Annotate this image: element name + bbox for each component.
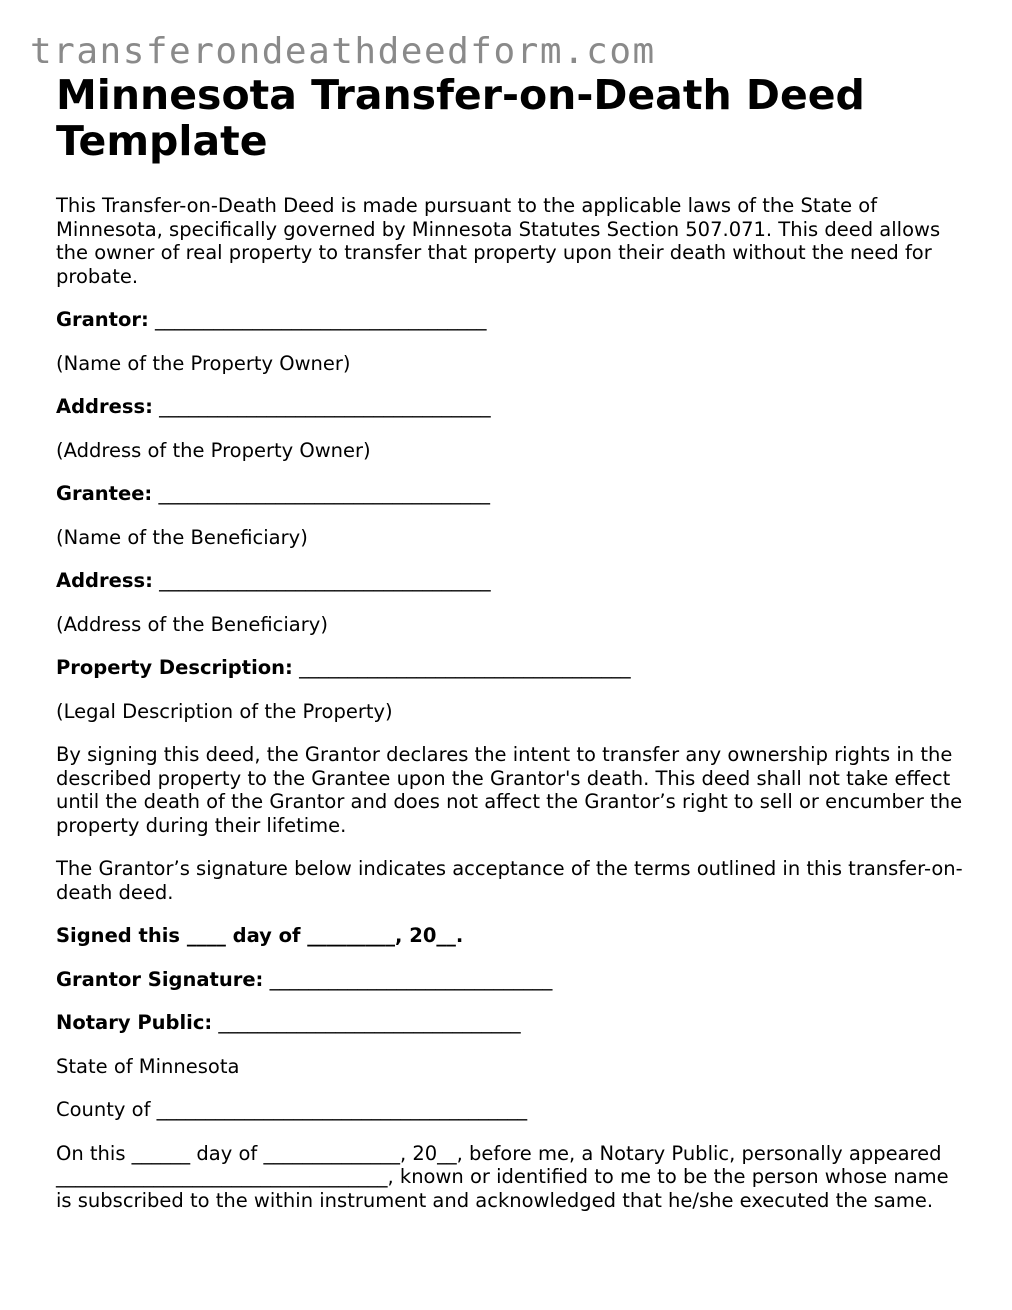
page-title: Minnesota Transfer-on-Death Deed Template <box>56 71 865 165</box>
grantor-note: (Name of the Property Owner) <box>56 351 351 375</box>
property-description-field <box>56 656 966 680</box>
grantee-label: Grantee: <box>56 482 153 505</box>
grantor-address-label: Address: <box>56 395 153 418</box>
grantee-blank: __________________________________ <box>158 482 490 505</box>
signed-date-text: Signed this ____ day of _________, 20__. <box>56 924 464 947</box>
deed-document <box>56 72 966 1212</box>
grantor-address-field <box>56 395 966 419</box>
property-description-note: (Legal Description of the Property) <box>56 699 393 723</box>
notary-public-field <box>56 1011 966 1035</box>
notary-public-label: Notary Public: <box>56 1011 213 1034</box>
grantor-address-blank: __________________________________ <box>159 395 491 418</box>
notary-public-blank: _______________________________ <box>218 1011 521 1034</box>
property-description-label: Property Description: <box>56 656 293 679</box>
grantee-note: (Name of the Beneficiary) <box>56 525 308 549</box>
grantor-label: Grantor: <box>56 308 149 331</box>
grantee-address-label: Address: <box>56 569 153 592</box>
declaration-paragraph: By signing this deed, the Grantor declares the intent to transfer any ownership rights in the described property to the Grantee upon the Grantor's death. This deed shall not take effect until the death of the Grantor and does not affect the Grantor’s right to sell or encumber the property during their lifetime. <box>56 743 963 837</box>
grantee-address-note: (Address of the Beneficiary) <box>56 612 328 636</box>
grantor-signature-blank: _____________________________ <box>269 967 553 991</box>
grantee-address-blank: __________________________________ <box>159 569 491 592</box>
signed-date-line <box>56 924 966 948</box>
acceptance-paragraph: The Grantor’s signature below indicates acceptance of the terms outlined in this transfer-on-death deed. <box>56 857 963 904</box>
grantor-blank: __________________________________ <box>155 308 487 331</box>
grantee-field <box>56 482 966 506</box>
grantor-field <box>56 308 966 332</box>
grantor-address-note: (Address of the Property Owner) <box>56 438 371 462</box>
county-line: County of ______________________________________ <box>56 1098 528 1121</box>
watermark-text: transferondeathdeedform.com <box>30 31 656 72</box>
property-description-blank: __________________________________ <box>299 656 631 679</box>
grantor-signature-label: Grantor Signature: <box>56 967 264 991</box>
grantor-signature-field <box>56 968 966 992</box>
state-line: State of Minnesota <box>56 1054 240 1078</box>
grantee-address-field <box>56 569 966 593</box>
intro-paragraph: This Transfer-on-Death Deed is made pursuant to the applicable laws of the State of Minnesota, specifically governed by Minnesota Statutes Section 507.071. This deed allows the owner of real property to transfer that property upon their death without the need for probate. <box>56 194 941 288</box>
acknowledgment-paragraph: On this ______ day of ______________, 20__, before me, a Notary Public, personally appeared __________________________________, known or identified to me to be the person whose name is subscribed to the within instrument and acknowledged that he/she executed the same. <box>56 1141 949 1212</box>
